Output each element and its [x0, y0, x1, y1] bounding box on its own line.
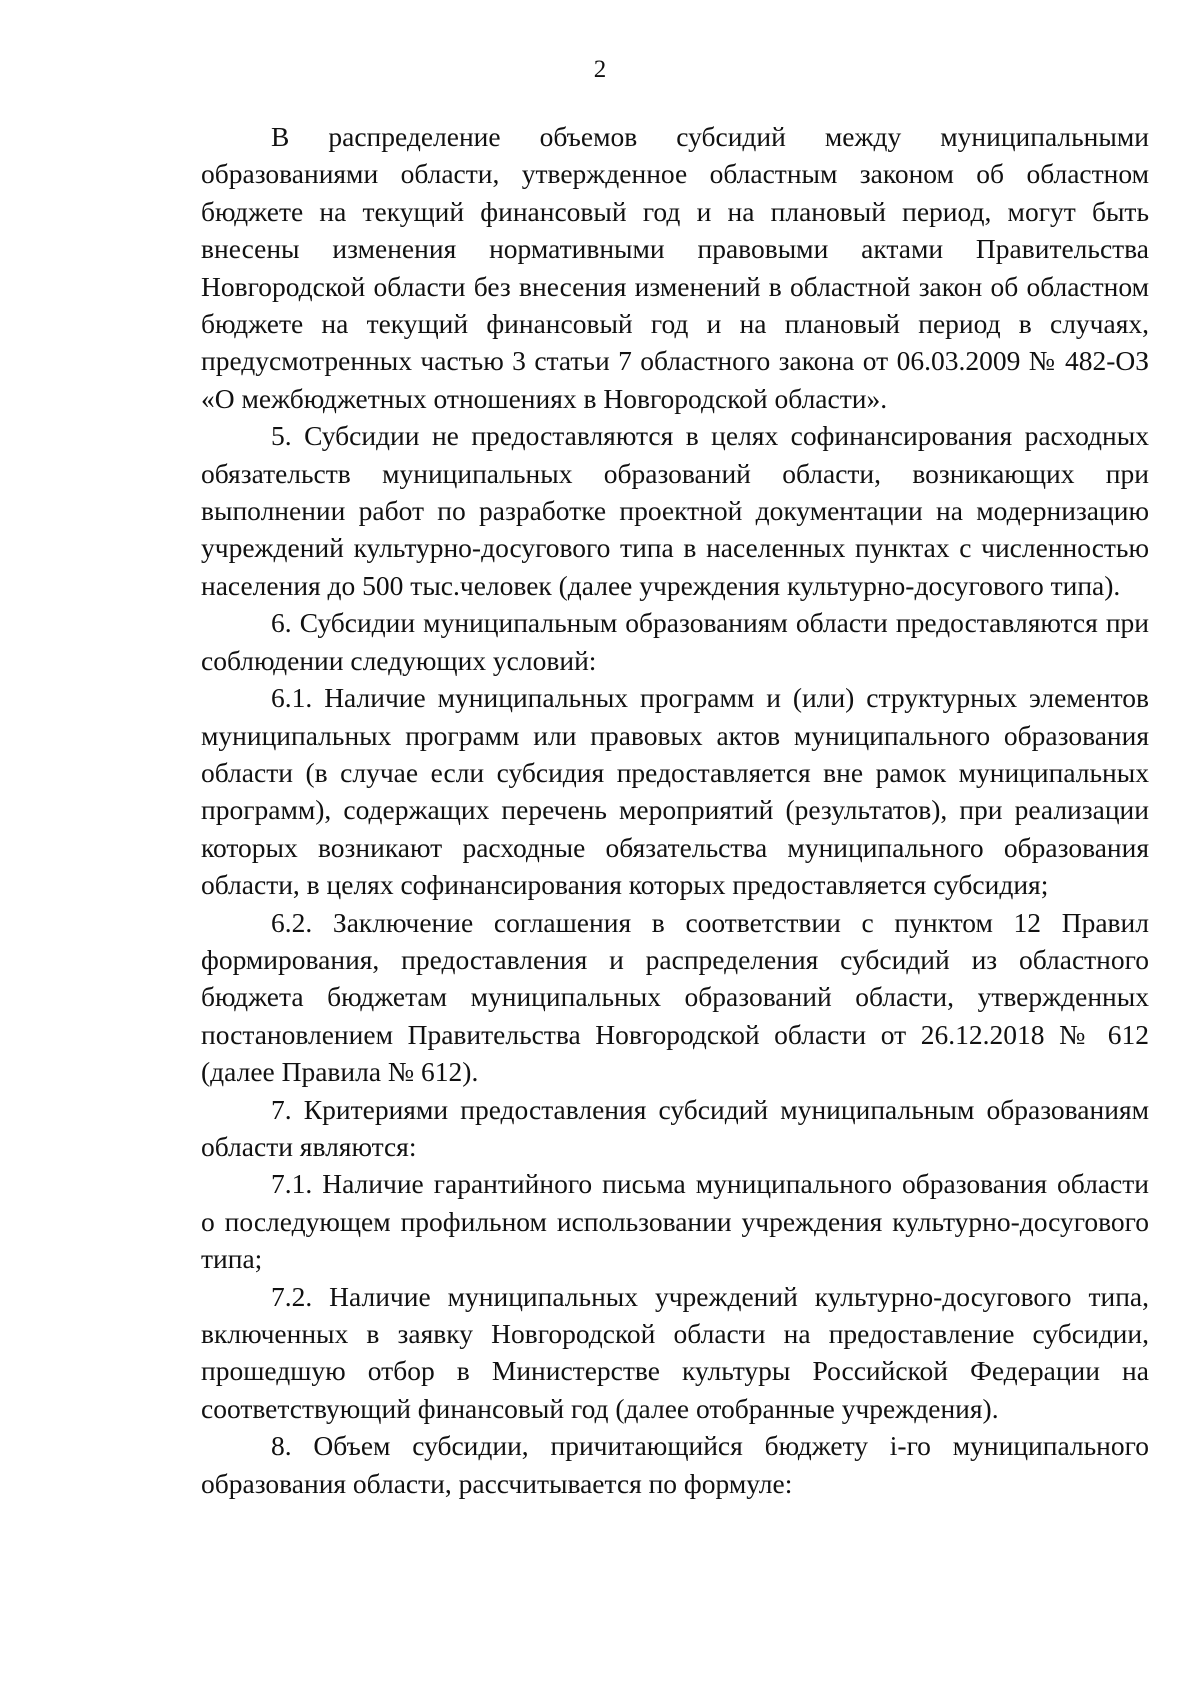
- paragraph-6: 6. Субсидии муниципальным образованиям области предоставляются при соблюдении следующих условий:: [201, 607, 1149, 676]
- paragraph-8: 8. Объем субсидии, причитающийся бюджету i-го муниципального образования области, рассчитывается по формуле:: [201, 1430, 1149, 1499]
- paragraph-7-1: 7.1. Наличие гарантийного письма муниципального образования области о последующем профильном использовании учреждения культурно-досугового типа;: [201, 1168, 1149, 1275]
- paragraph-subsidy-distribution-changes: В распределение объемов субсидий между муниципальными образованиями области, утвержденное областным законом об областном бюджете на текущий финансовый год и на плановый период, могут быть внесены изменения нормативными правовыми актами Правительства Новгородской области без внесения изменений в областной закон об областном бюджете на текущий финансовый год и на плановый период в случаях, предусмотренных частью 3 статьи 7 областного закона от 06.03.2009 № 482-ОЗ «О межбюджетных отношениях в Новгородской области».: [201, 121, 1149, 414]
- page-number: 2: [593, 56, 607, 83]
- paragraph-6-1: 6.1. Наличие муниципальных программ и (или) структурных элементов муниципальных программ или правовых актов муниципального образования области (в случае если субсидия предоставляется вне рамок муниципальных программ), содержащих перечень мероприятий (результатов), при реализации которых возникают расходные обязательства муниципального образования области, в целях софинансирования которых предоставляется субсидия;: [201, 682, 1149, 901]
- paragraph-7-2: 7.2. Наличие муниципальных учреждений культурно-досугового типа, включенных в заявку Новгородской области на предоставление субсидии, прошедшую отбор в Министерстве культуры Российской Федерации на соответствующий финансовый год (далее отобранные учреждения).: [201, 1280, 1149, 1424]
- paragraph-7: 7. Критериями предоставления субсидий муниципальным образованиям области являются:: [201, 1093, 1149, 1162]
- paragraph-5: 5. Субсидии не предоставляются в целях софинансирования расходных обязательств муниципальных образований области, возникающих при выполнении работ по разработке проектной документации на модернизацию учреждений культурно-досугового типа в населенных пунктах с численностью населения до 500 тыс.человек (далее учреждения культурно-досугового типа).: [201, 420, 1149, 601]
- paragraph-6-2: 6.2. Заключение соглашения в соответствии с пунктом 12 Правил формирования, предоставления и распределения субсидий из областного бюджета бюджетам муниципальных образований области, утвержденных постановлением Правительства Новгородской области от 26.12.2018 № 612 (далее Правила № 612).: [201, 906, 1149, 1088]
- document-body: [201, 118, 1149, 1502]
